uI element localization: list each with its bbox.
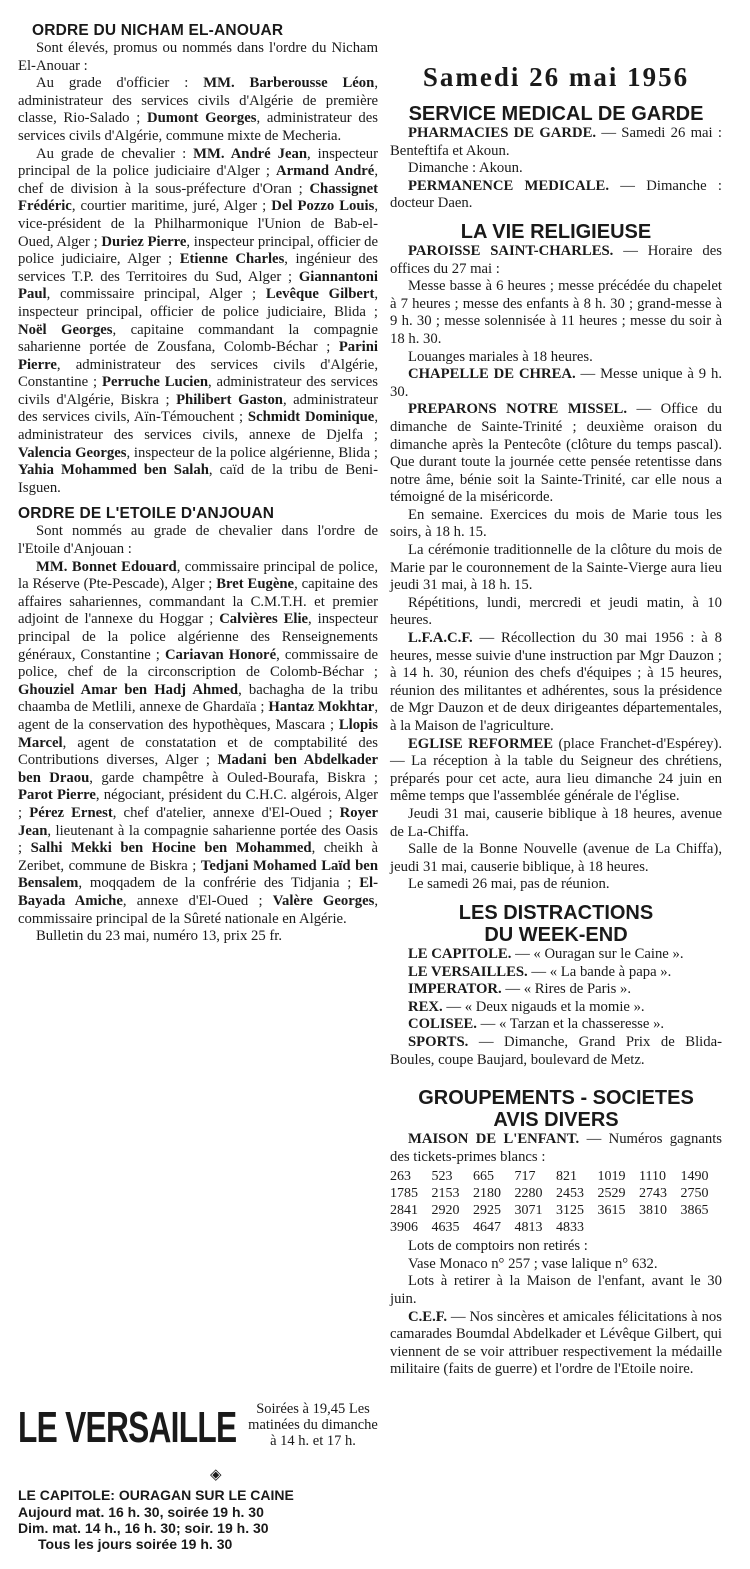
pharmacies-dimanche: Dimanche : Akoun. xyxy=(408,160,523,177)
ticket-number: 4813 xyxy=(514,1220,543,1236)
colisee: COLISEE. — « Tarzan et la chasseresse ». xyxy=(408,1016,665,1033)
section-title-distractions: LES DISTRACTIONS xyxy=(458,901,654,924)
ticket-number: 665 xyxy=(473,1169,494,1185)
ad-title: LE VERSAILLE xyxy=(18,1403,237,1452)
pharmacies: PHARMACIES DE GARDE. — Samedi 26 mai : Benteftifa et Akoun. xyxy=(390,125,722,159)
ornament-icon: ◈ xyxy=(210,1467,222,1483)
sports: SPORTS. — Dimanche, Grand Prix de Blida-Boules, coupe Baujard, boulevard de Metz. xyxy=(390,1033,722,1068)
missel-repetitions: Répétitions, lundi, mercredi et jeudi matin, à 10 heures. xyxy=(390,594,722,629)
ticket-number: 1019 xyxy=(597,1169,626,1185)
ticket-number: 3810 xyxy=(639,1203,667,1219)
date-heading: Samedi 26 mai 1956 xyxy=(422,62,690,92)
missel: PREPARONS NOTRE MISSEL. — Office du dimanche de Sainte-Trinité ; deuxième oraison du dimanche après la Pentecôte (clôture du temps pascal). Que durant toute la journée cette pensée retentisse dans notre âme, bénie soit la Sainte-Trinité, car elle nous a témoigné de la miséricorde. xyxy=(390,401,722,506)
nicham-officier: Au grade d'officier : MM. Barberousse Léon, administrateur des services civils d'Algérie de première classe, Rio-Salado ; Dumont Georges, administrateur des services civils d'Algérie, commune mixte de Mecheria. xyxy=(18,75,378,144)
section-title-groupements: GROUPEMENTS - SOCIETES xyxy=(418,1087,694,1110)
etoile-list: MM. Bonnet Edouard, commissaire principal de police, la Réserve (Pte-Pescade), Alger ; Bret Eugène, capitaine des affaires sahariennes, commandant la C.M.T.H. et premier adjoint de l'annexe du Hoggar ; Calvières Elie, inspecteur principal de la police algérienne des Renseignements généraux, Constantine ; Cariavan Honoré, commissaire de police, chef de la circonscription de Colomb-Béchar ; Ghouziel Amar ben Hadj Ahmed, bachagha de la tribu chaamba de Metlili, annexe de Ghardaïa ; Hantaz Mokhtar, agent de la conservation des hypothèques, Mascara ; Llopis Marcel, agent de constatation et de comptabilité des Contributions diverses, Alger ; Madani ben Abdelkader ben Draou, garde champêtre à Ouled-Bourafa, Biskra ; Parot Pierre, négociant, président du C.H.C. algérois, Alger ; Pérez Ernest, chef d'atelier, annexe d'El-Oued ; Royer Jean, lieutenant à la compagnie saharienne portée des Oasis ; Salhi Mekki ben Hocine ben Mohammed, cheikh à Zeribet, commune de Biskra ; Tedjani Mohamed Laïd ben Bensalem, moqqadem de la confrérie des Tidjania ; El-Bayada Amiche, annexe d'El-Oued ; Valère Georges, commissaire principal de la Sûreté nationale en Algérie. xyxy=(18,558,379,927)
imperator: IMPERATOR. — « Rires de Paris ». xyxy=(408,981,632,998)
ticket-number: 821 xyxy=(556,1169,577,1185)
ticket-number: 4647 xyxy=(473,1220,501,1236)
left-column xyxy=(18,22,378,946)
missel-semaine: En semaine. Exercices du mois de Marie tous les soirs, à 18 h. 15. xyxy=(390,506,722,541)
ad-capitole xyxy=(18,1487,378,1552)
ticket-number: 3865 xyxy=(680,1203,709,1219)
section-title-religion: LA VIE RELIGIEUSE xyxy=(460,220,652,243)
section-title-medical: SERVICE MEDICAL DE GARDE xyxy=(408,103,704,125)
cef: C.E.F. — Nos sincères et amicales félicitations à nos camarades Boumdal Abdelkader et Lévêque Gilbert, qui viennent de se voir attribuer respectivement la médaille militaire (faits de guerre) et l'ordre de l'Etoile noire. xyxy=(390,1308,722,1378)
section-subtitle-weekend: DU WEEK-END xyxy=(484,923,628,946)
permanence: PERMANENCE MEDICALE. — Dimanche : docteur Daen. xyxy=(390,177,723,212)
capitole: LE CAPITOLE. — « Ouragan sur le Caine ». xyxy=(408,945,684,962)
saint-charles-messes: Messe basse à 6 heures ; messe précédée du chapelet à 7 heures ; messe des enfants à 8 h. 30 ; grand-messe à 9 h. 30 ; messe solennisée à 11 heures ; messe du soir à 18 h. 30. xyxy=(390,278,722,347)
bulletin: Bulletin du 23 mai, numéro 13, prix 25 fr. xyxy=(36,928,282,945)
maison-enfant: MAISON DE L'ENFANT. — Numéros gagnants des tickets-primes blancs : xyxy=(390,1131,722,1165)
ad-schedule-1: Aujourd mat. 16 h. 30, soirée 19 h. 30 xyxy=(18,1504,264,1520)
etoile-intro: Sont nommés au grade de chevalier dans l'ordre de l'Etoile d'Anjouan : xyxy=(18,523,378,558)
ticket-number: 2453 xyxy=(556,1186,584,1202)
eglise-salle: Salle de la Bonne Nouvelle (avenue de La Chiffa), jeudi 31 mai, causerie biblique, à 18 heures. xyxy=(390,841,722,875)
ticket-number: 3125 xyxy=(556,1203,584,1219)
chapelle-chrea: CHAPELLE DE CHREA. — Messe unique à 9 h. 30. xyxy=(390,366,722,400)
section-subtitle-avis: AVIS DIVERS xyxy=(493,1109,619,1132)
ticket-number: 523 xyxy=(431,1169,453,1185)
rex: REX. — « Deux nigauds et la momie ». xyxy=(408,998,645,1015)
ticket-number: 3906 xyxy=(390,1220,418,1236)
ticket-number: 4833 xyxy=(556,1220,584,1236)
ticket-number: 2920 xyxy=(431,1203,460,1219)
ad-schedule-3: Tous les jours soirée 19 h. 30 xyxy=(38,1536,233,1552)
ticket-number: 1785 xyxy=(390,1186,418,1202)
ticket-number: 2153 xyxy=(431,1186,460,1202)
ticket-number: 4635 xyxy=(431,1220,460,1236)
lfacf: L.F.A.C.F. — Récollection du 30 mai 1956 : à 8 heures, messe suivie d'une instruction par Mgr Dauzon ; à 14 h. 30, réunion des chefs d'équipes ; à 15 heures, réunion des militantes et adhérentes, sous la présidence de Mgr Dauzon et de deux dirigeantes départementales, à la Maison de l'agriculture. xyxy=(390,630,722,734)
eglise-reformee: EGLISE REFORMEE (place Franchet-d'Espérey). — La réception à la table du Seigneur des chrétiens, préparés pour cet acte, aura lieu dimanche 24 juin en même temps que l'assemblée générale de l'église. xyxy=(390,735,723,805)
ticket-number: 2925 xyxy=(473,1203,501,1219)
ticket-number: 3615 xyxy=(597,1203,626,1219)
ad-schedule-2: Dim. mat. 14 h., 16 h. 30; soir. 19 h. 30 xyxy=(18,1520,269,1536)
eglise-samedi: Le samedi 26 mai, pas de réunion. xyxy=(408,876,610,893)
section-title-nicham: ORDRE DU NICHAM EL-ANOUAR xyxy=(32,22,284,39)
right-column xyxy=(390,50,722,1379)
missel-ceremonie: La cérémonie traditionnelle de la clôture du mois de Marie par le couronnement de la Sainte-Vierge aura lieu jeudi 31 mai, à 18 h. 15. xyxy=(390,542,722,594)
ticket-number: 1490 xyxy=(680,1169,709,1185)
ad-capitole-title: LE CAPITOLE: OURAGAN SUR LE CAINE xyxy=(18,1487,294,1503)
ticket-number: 2280 xyxy=(514,1186,543,1202)
lots-vases: Vase Monaco n° 257 ; vase lalique n° 632. xyxy=(408,1255,658,1272)
saint-charles-louanges: Louanges mariales à 18 heures. xyxy=(408,348,593,365)
ticket-number: 2743 xyxy=(639,1186,667,1202)
ticket-number: 2529 xyxy=(597,1186,626,1202)
ticket-number: 2180 xyxy=(473,1186,501,1202)
lots-retirer: Lots à retirer à la Maison de l'enfant, avant le 30 juin. xyxy=(390,1273,722,1308)
ad-times: Soirées à 19,45 Les matinées du dimanche à 14 h. et 17 h. xyxy=(248,1401,378,1449)
ticket-number: 1110 xyxy=(639,1169,666,1185)
section-title-etoile: ORDRE DE L'ETOILE D'ANJOUAN xyxy=(18,505,275,523)
eglise-causerie: Jeudi 31 mai, causerie biblique à 18 heures, avenue de La-Chiffa. xyxy=(390,805,722,840)
nicham-intro: Sont élevés, promus ou nommés dans l'ordre du Nicham El-Anouar : xyxy=(18,40,378,74)
ticket-number: 2841 xyxy=(390,1203,418,1219)
ticket-number: 2750 xyxy=(680,1186,709,1202)
ticket-number: 717 xyxy=(514,1169,536,1185)
saint-charles: PAROISSE SAINT-CHARLES. — Horaire des offices du 27 mai : xyxy=(390,242,723,277)
ticket-number: 263 xyxy=(390,1169,411,1185)
ticket-number: 3071 xyxy=(514,1203,543,1219)
versailles: LE VERSAILLES. — « La bande à papa ». xyxy=(408,963,672,980)
ticket-numbers xyxy=(390,1168,722,1236)
lots-comptoirs: Lots de comptoirs non retirés : xyxy=(408,1238,588,1255)
nicham-chevalier: Au grade de chevalier : MM. André Jean, inspecteur principal de la police judiciaire d'Alger ; Armand André, chef de division à la sous-préfecture d'Oran ; Chassignet Frédéric, courtier maritime, juré, Alger ; Del Pozzo Louis, vice-président de la Philharmonique l'Union de Bab-el-Oued, Alger ; Duriez Pierre, inspecteur principal, officier de police judiciaire, Alger ; Etienne Charles, ingénieur des services T.P. des Territoires du Sud, Alger ; Giannantoni Paul, commissaire principal, Alger ; Levêque Gilbert, inspecteur principal, officier de police judiciaire, Blida ; Noël Georges, capitaine commandant la compagnie saharienne portée de Zousfana, Colomb-Béchar ; Parini Pierre, administrateur des services civils d'Algérie, Constantine ; Perruche Lucien, administrateur des services civils d'Algérie, Biskra ; Philibert Gaston, administrateur des services civils, Aïn-Témouchent ; Schmidt Dominique, administrateur des services civils, annexe de Djelfa ; Valencia Georges, inspecteur de la police algérienne, Blida ; Yahia Mohammed ben Salah, caïd de la tribu de Beni-Isguen. xyxy=(18,145,379,496)
